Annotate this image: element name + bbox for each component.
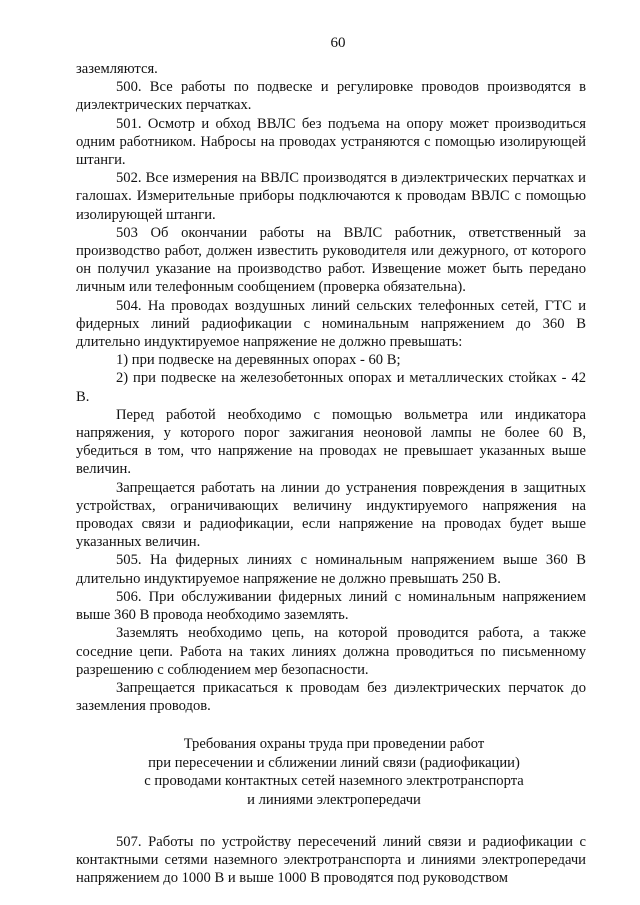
- heading-line: при пересечении и сближении линий связи (радиофикации): [148, 754, 520, 771]
- heading-line: Требования охраны труда при проведении работ: [183, 736, 485, 753]
- list-item-1: 1) при подвеске на деревянных опорах - 60 В;: [116, 352, 401, 369]
- paragraph: заземляются.: [76, 61, 158, 77]
- paragraph-501: 501. Осмотр и обход ВВЛС без подъема на опору может производиться одним работником. Набросы на проводах устраняются с помощью изолирующей штанги.: [76, 115, 586, 169]
- page-number: 60: [330, 35, 346, 51]
- paragraph-505: 505. На фидерных линиях с номинальным напряжением выше 360 В длительно индуктируемое напряжение не должно превышать 250 В.: [76, 552, 586, 587]
- paragraph-502: 502. Все измерения на ВВЛС производятся в диэлектрических перчатках и галошах. Измерительные приборы подключаются к проводам ВВЛС с помощью изолирующей штанги.: [76, 170, 586, 223]
- paragraph: Перед работой необходимо с помощью вольметра или индикатора напряжения, у которого порог зажигания неоновой лампы не более 60 В, убедиться в том, что напряжение на проводах не превышает указанных выше величин.: [76, 406, 586, 478]
- paragraph-503: 503 Об окончании работы на ВВЛС работник, ответственный за производство работ, должен известить руководителя или дежурного, от которого он получил указание на производство работ. Извещение может быть передано личным или телефонным сообщением (проверка обязательна).: [76, 224, 586, 296]
- paragraph-504: 504. На проводах воздушных линий сельских телефонных сетей, ГТС и фидерных линий радиофикации с номинальным напряжением до 360 В длительно индуктируемое напряжение не должно превышать:: [76, 297, 586, 351]
- paragraph: Запрещается прикасаться к проводам без диэлектрических перчаток до заземления проводов.: [76, 679, 586, 715]
- heading-line: с проводами контактных сетей наземного электротранспорта: [144, 773, 524, 790]
- paragraph: Заземлять необходимо цепь, на которой проводится работа, а также соседние цепи. Работа на таких линиях должна проводиться по письменному разрешению с соблюдением мер безопасности.: [76, 625, 586, 678]
- paragraph: Запрещается работать на линии до устранения повреждения в защитных устройствах, ограничивающих величину индуктируемого напряжения на проводах связи и радиофикации, если напряжение на проводах будет выше указанных величин.: [76, 479, 586, 551]
- list-item-2: 2) при подвеске на железобетонных опорах и металлических стойках - 42 В.: [76, 370, 586, 405]
- section-heading: [76, 735, 586, 809]
- heading-line: и линиями электропередачи: [247, 791, 421, 808]
- paragraph-506: 506. При обслуживании фидерных линий с номинальным напряжением выше 360 В провода необходимо заземлять.: [76, 588, 586, 624]
- paragraph-500: 500. Все работы по подвеске и регулировке проводов производятся в диэлектрических перчатках.: [76, 79, 586, 114]
- paragraph-507: 507. Работы по устройству пересечений линий связи и радиофикации с контактными сетями наземного электротранспорта и линиями электропередачи напряжением до 1000 В и выше 1000 В проводятся под руководством: [76, 833, 586, 887]
